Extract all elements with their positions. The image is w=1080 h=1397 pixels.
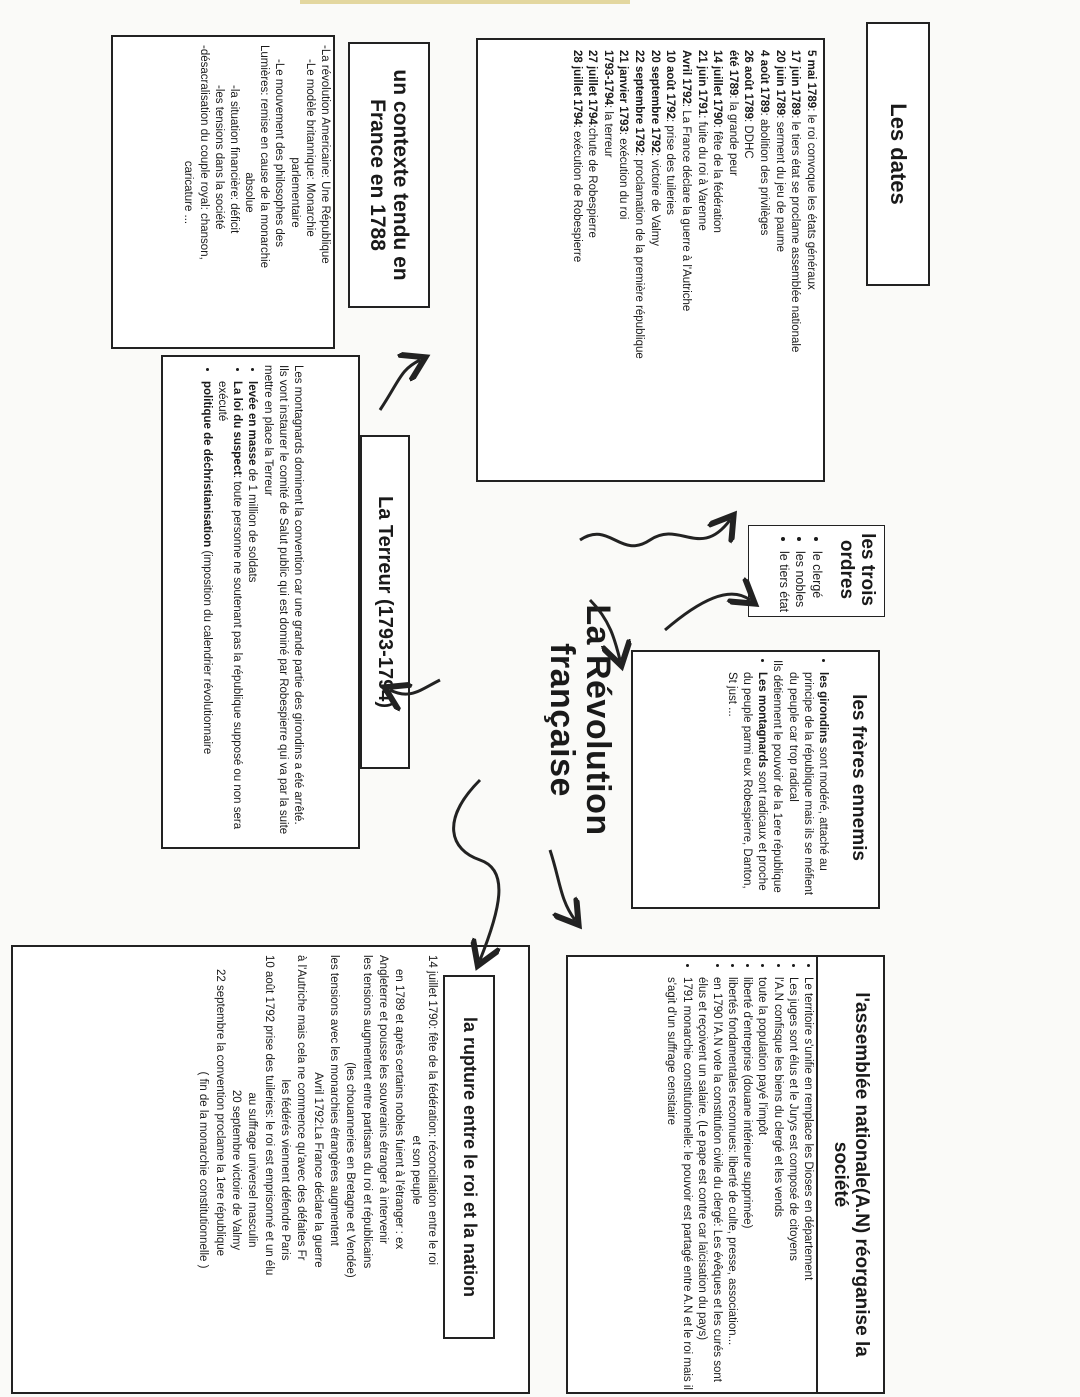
date-event: : la terreur	[601, 105, 614, 158]
date-event: : fuite du roi à Varenne	[695, 115, 708, 231]
assemblee-item: • Le territoire s'unifie en remplace les Dioses en département	[800, 977, 815, 1392]
contexte-line: -Le mouvement des philosophes des	[273, 59, 286, 247]
arrow-to-terreur	[390, 680, 440, 694]
date-label: 22 septembre 1792	[633, 50, 646, 153]
date-label: 1793-1794	[601, 50, 614, 105]
arrow-to-assemblee	[550, 850, 575, 920]
date-label: 26 août 1789	[742, 50, 755, 120]
assemblee-item: • Les juges sont élus et le Jurys est composé de citoyens	[785, 977, 800, 1392]
assemblee-item: • en 1790 l'A.N vote la constitution civile du clergé: Les évêques et les curés sont élus et reçoivent un salaire. (Le pape est contre car laïcisation du pays)	[694, 977, 724, 1392]
contexte-line: -désacralisation du couple royal: chanson,	[197, 45, 210, 260]
date-event: : La France déclare la guerre à l'Autriche	[680, 103, 692, 312]
girondins-desc: sont modéré, attaché au principe de la république mais ils se méfient du peuple car trop radical	[786, 672, 829, 896]
ordre-item: • le tiers état	[776, 551, 793, 631]
terreur-item-text: de 1 million de soldats	[246, 465, 259, 583]
arrow-to-dates	[580, 520, 730, 546]
assemblee-title: l'assemblée nationale(A.N) réorganise la société	[816, 955, 885, 1394]
arrow-to-rupture	[454, 780, 499, 960]
montagnards-label: Les montagnards	[756, 672, 769, 768]
rupture-line: Angleterre et pousse les souverains étranger à intervenir	[377, 955, 390, 1244]
center-title-line1: La Révolution	[579, 604, 617, 836]
rupture-line: les tensions augmentent entre partisans du roi et républicains	[360, 955, 373, 1269]
rupture-title: la rupture entre le roi et la nation	[443, 975, 495, 1339]
contexte-line: -les tensions dans la société	[212, 85, 225, 230]
dates-title: Les dates	[866, 22, 930, 286]
terreur-title: La Terreur (1793-1794)	[360, 435, 410, 769]
rupture-line: en 1789 et après certains nobles fuient à l'étranger : ex	[393, 969, 406, 1250]
rupture-line: 14 juillet 1790: fête de la fédération: réconciliation entre le roi	[426, 955, 438, 1266]
date-label: 21 janvier 1793	[617, 50, 630, 132]
arrow-to-ordres	[665, 594, 750, 630]
contexte-line: -Le modèle britannique: Monarchie	[303, 59, 316, 237]
contexte-title: un contexte tendu en France en 1788	[348, 42, 430, 308]
date-event: : exécution de Robespierre	[570, 124, 583, 263]
ordre-item: • les nobles	[792, 551, 809, 631]
date-label: 20 juin 1789	[773, 50, 786, 116]
rupture-line: à l'Autriche mais cela ne commence qu'avec des défaites Fr	[295, 955, 308, 1261]
rupture-line: 22 septembre la convention proclame la 1ere république	[213, 969, 226, 1257]
rupture-line: les fédérés viennent défendre Paris	[279, 1079, 292, 1261]
freres-power: Ils détiennent le pouvoir de la 1ere république	[771, 660, 784, 893]
arrow-to-freres	[590, 600, 620, 660]
rupture-line: ( fin de la monarchie constitutionnelle )	[197, 1071, 210, 1269]
date-event: : le roi convoque les états généraux	[805, 108, 817, 290]
date-event: : la grande peur	[726, 95, 739, 176]
rupture-line: 20 septembre victoire de Valmy	[230, 1089, 243, 1251]
assemblee-item: • libertés fondamentales reconnues: liberté de culte, presse, association...	[724, 977, 739, 1392]
contexte-line: absolue	[243, 172, 256, 213]
freres-title: les frères ennemis	[847, 694, 869, 861]
contexte-line: -la situation financière: déficit	[227, 85, 240, 234]
terreur-item-text: (imposition du calendrier révolutionnaire	[200, 547, 213, 755]
date-label: 10 août 1792	[664, 50, 677, 120]
assemblee-item: • 1791 monarchie constitutionnelle: le pouvoir est partagé entre A.N et le roi mais il s'agit d'un suffrage censitaire	[663, 977, 693, 1392]
date-label: 17 juin 1789	[789, 50, 802, 116]
date-label: 20 septembre 1792	[648, 50, 661, 153]
date-event: : exécution du roi	[617, 131, 630, 220]
date-label: Avril 1792	[680, 50, 692, 104]
date-event: : proclamation de la première république	[633, 152, 646, 359]
date-event: : serment du jeu de paume	[773, 115, 786, 253]
date-label: 28 juillet 1794	[570, 50, 583, 125]
rupture-line: et son peuple	[409, 1135, 422, 1205]
rupture-line: 10 août 1792 prise des tuileries: le roi est emprisonné et un élu	[262, 955, 275, 1276]
date-event: :chute de Robespierre	[586, 124, 599, 238]
assemblee-item: • liberté d'entreprise (douane intérieure supprimée)	[739, 977, 754, 1392]
assemblee-item: • l'A.N confisque les biens du clergé et les vends	[769, 977, 784, 1392]
assemblee-item: • toute la population payé l'impôt	[754, 977, 769, 1392]
rupture-line: (les chouanneries en Bretagne et Vendée)	[344, 1062, 357, 1278]
date-label: 14 juillet 1790	[711, 50, 724, 125]
date-event: : prise des tuileries	[664, 119, 677, 215]
date-event: : le tiers état se proclame assemblée nationale	[789, 115, 802, 353]
contexte-line: parlementaire	[288, 157, 301, 228]
date-label: 27 juillet 1794	[586, 50, 599, 125]
contexte-line: caricature ...	[182, 160, 195, 225]
rupture-line: Avril 1792:La France déclare la guerre	[311, 1072, 324, 1268]
girondins-label: les girondins	[817, 672, 829, 744]
contexte-line: -La révolution Americaine: Une République	[319, 45, 331, 264]
rupture-line: les tensions avec les monarchies étrangères augmentent	[328, 955, 341, 1246]
date-label: 4 août 1789	[758, 50, 771, 113]
terreur-item-bold: levée en masse	[246, 381, 259, 466]
arrow-to-contexte	[380, 360, 420, 410]
date-label: 21 juin 1791	[695, 50, 708, 116]
terreur-item-text: : toute personne ne soutenant pas la république supposé ou non sera exécuté	[216, 381, 244, 830]
center-title-line2: française	[543, 643, 582, 797]
date-event: : DDHC	[742, 119, 755, 159]
date-event: : abolition des privilèges	[758, 112, 771, 236]
montagnards-desc: sont radicaux et proche du peuple parmi eux Robespierre, Danton, St just ...	[725, 672, 769, 891]
ordre-item: • le clergé	[809, 551, 826, 631]
date-label: été 1789	[726, 50, 739, 96]
ordres-title: les trois ordres	[836, 533, 878, 606]
terreur-intro: Les montagnards dominent la convention car une grande partie des girondins a été arrêté. Ils vont instaurer le comité de Salut public qui est dominé par Robespierre qui va par la suite mettre en place la Terreur	[261, 365, 304, 835]
rupture-line: au suffrage universel masculin	[246, 1092, 259, 1248]
date-label: 5 mai 1789	[805, 50, 817, 109]
contexte-line: Lumières: remise en cause de la monarchie	[258, 45, 271, 269]
date-event: : fête de la fédération	[711, 124, 724, 233]
terreur-item-bold: politique de déchristianisation	[200, 381, 213, 548]
date-event: : victoire de Valmy	[648, 152, 661, 247]
terreur-item-bold: La loi du suspect	[231, 381, 244, 475]
